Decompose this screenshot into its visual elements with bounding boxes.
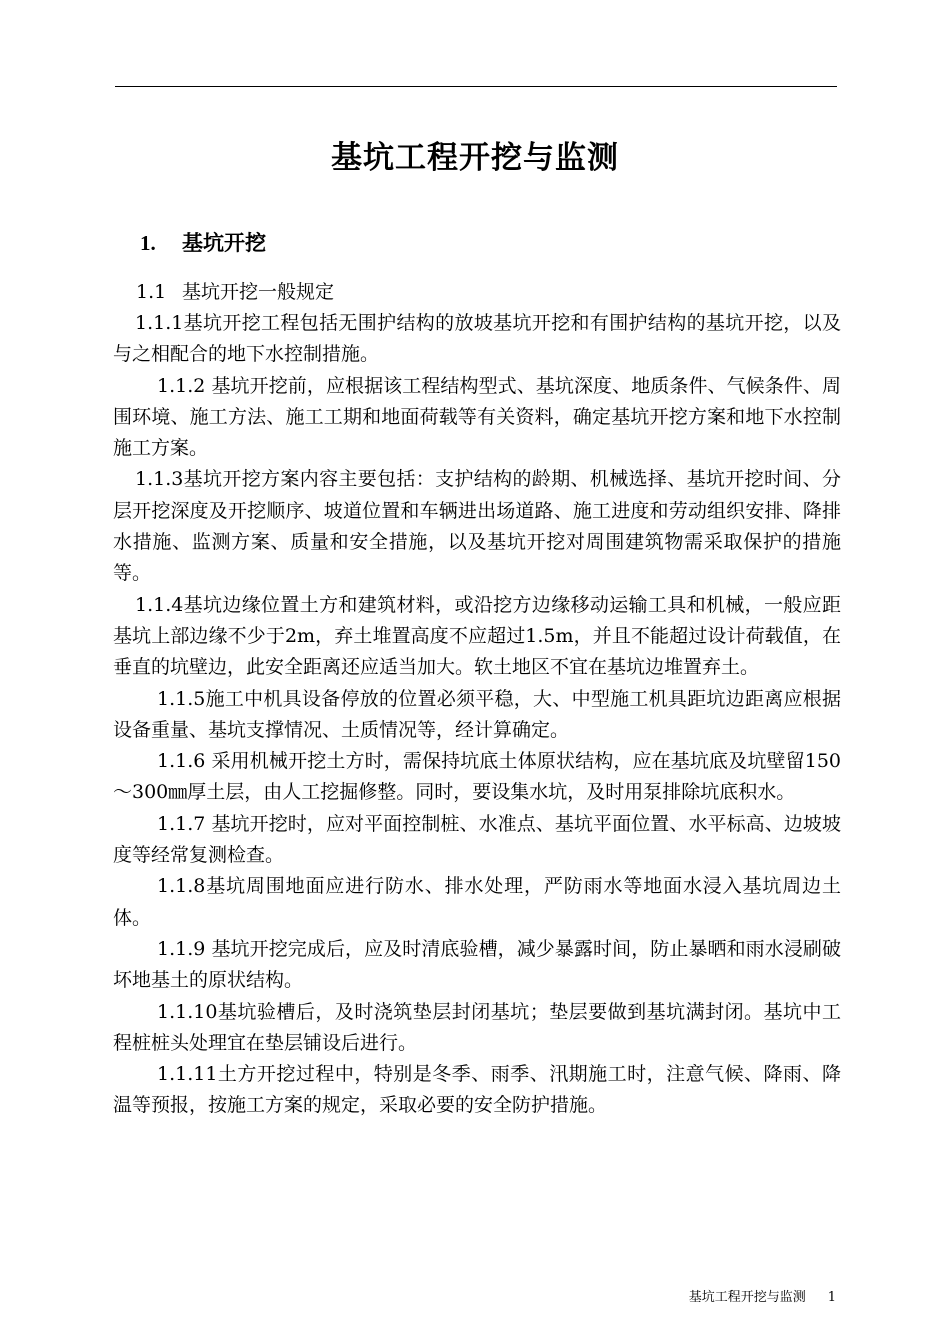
section-title: 基坑开挖 <box>182 231 266 255</box>
subsection-number: 1.1 <box>136 281 167 303</box>
section-heading <box>140 226 266 260</box>
paragraph-1-1-9: 1.1.9 基坑开挖完成后，应及时清底验槽，减少暴露时间，防止暴晒和雨水浸刷破坏地基土的原状结构。 <box>113 937 841 992</box>
paragraph-1-1-5: 1.1.5施工中机具设备停放的位置必须平稳，大、中型施工机具距坑边距离应根据设备重量、基坑支撑情况、土质情况等，经计算确定。 <box>113 687 841 741</box>
section-number: 1. <box>140 231 156 255</box>
paragraph-1-1-1: 1.1.1基坑开挖工程包括无围护结构的放坡基坑开挖和有围护结构的基坑开挖，以及与之相配合的地下水控制措施。 <box>113 312 841 366</box>
document-title: 基坑工程开挖与监测 <box>331 140 619 176</box>
paragraph-1-1-8: 1.1.8基坑周围地面应进行防水、排水处理，严防雨水等地面水浸入基坑周边土体。 <box>113 875 841 929</box>
subsection-heading <box>136 277 334 307</box>
footer-title: 基坑工程开挖与监测 <box>688 1290 806 1305</box>
paragraph-1-1-7: 1.1.7 基坑开挖时，应对平面控制桩、水准点、基坑平面位置、水平标高、边坡坡度等经常复测检查。 <box>113 812 841 867</box>
document-body <box>113 308 841 1122</box>
paragraph-1-1-3: 1.1.3基坑开挖方案内容主要包括：支护结构的龄期、机械选择、基坑开挖时间、分层开挖深度及开挖顺序、坡道位置和车辆进出场道路、施工进度和劳动组织安排、降排水措施、监测方案、质量和安全措施，以及基坑开挖对周围建筑物需采取保护的措施等。 <box>113 468 841 585</box>
page-footer <box>689 1288 836 1308</box>
paragraph-1-1-10: 1.1.10基坑验槽后，及时浇筑垫层封闭基坑；垫层要做到基坑满封闭。基坑中工程桩桩头处理宜在垫层铺设后进行。 <box>113 1000 841 1054</box>
page-number: 1 <box>827 1290 836 1305</box>
paragraph-1-1-4: 1.1.4基坑边缘位置土方和建筑材料，或沿挖方边缘移动运输工具和机械，一般应距基坑上部边缘不少于2m，弃土堆置高度不应超过1.5m，并且不能超过设计荷载值，在垂直的坑壁边，此安全距离还应适当加大。软土地区不宜在基坑边堆置弃土。 <box>113 593 841 679</box>
paragraph-1-1-2: 1.1.2 基坑开挖前，应根据该工程结构型式、基坑深度、地质条件、气候条件、周围环境、施工方法、施工工期和地面荷载等有关资料，确定基坑开挖方案和地下水控制施工方案。 <box>113 374 841 460</box>
paragraph-1-1-6: 1.1.6 采用机械开挖土方时，需保持坑底土体原状结构，应在基坑底及坑壁留150～300㎜厚土层，由人工挖掘修整。同时，要设集水坑，及时用泵排除坑底积水。 <box>113 750 841 804</box>
subsection-title: 基坑开挖一般规定 <box>182 281 335 303</box>
paragraph-1-1-11: 1.1.11土方开挖过程中，特别是冬季、雨季、汛期施工时，注意气候、降雨、降温等预报，按施工方案的规定，采取必要的安全防护措施。 <box>113 1063 841 1117</box>
header-rule <box>115 86 837 87</box>
